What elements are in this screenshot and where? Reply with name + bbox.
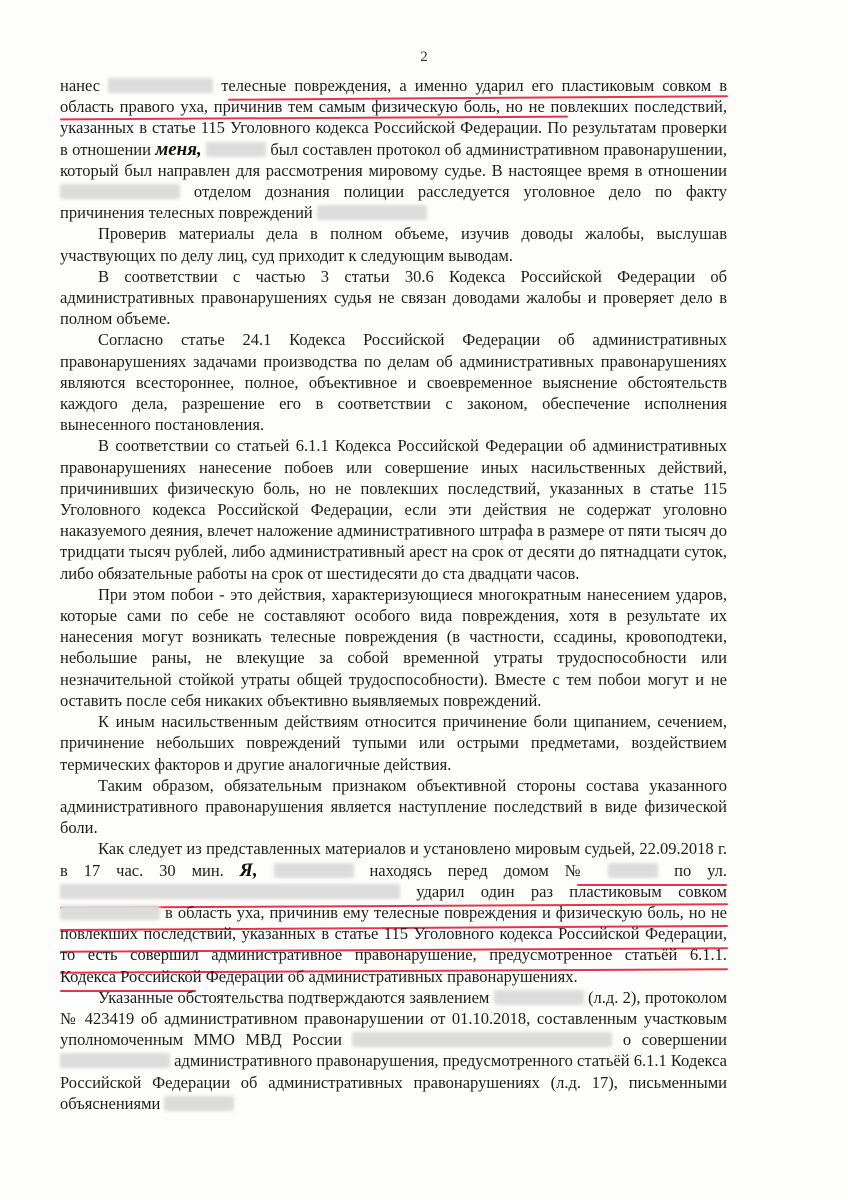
- redacted-block: [317, 205, 427, 220]
- paragraph: В соответствии с частью 3 статьи 30.6 Кодекса Российской Федерации об административных правонарушениях судья не связан доводами жалобы и проверяет дело в полном объеме.: [60, 266, 727, 329]
- paragraph: Согласно статье 24.1 Кодекса Российской Федерации об административных правонарушениях задачами производства по делам об административных правонарушениях являются всестороннее, полное, объективное и своевременное выяснение обстоятельств каждого дела, разрешение его в соответствии с законом, обеспечение исполнения вынесенного постановления.: [60, 330, 727, 435]
- handwritten-insert: меня,: [155, 138, 202, 160]
- redacted-block: [60, 184, 180, 199]
- paragraph: нанес телесные повреждения, а именно ударил его пластиковым совком в область правого уха, причинив тем самым физическую боль, но не повлекших последствий, указанных в статье 115 Уголовного кодекса Российской Федерации. По результатам проверки в отношении меня, был составлен протокол об административном правонарушении, который был направлен для рассмотрения мировому судье. В настоящее время в отношении отделом дознания полиции расследуется уголовное дело по факту причинения телесных повреждений: [60, 76, 728, 223]
- page-number: 2: [420, 49, 428, 65]
- handwritten-insert: Я,: [239, 859, 258, 881]
- redacted-block: [164, 1096, 234, 1111]
- redacted-block: [60, 905, 160, 920]
- paragraph: К иным насильственным действиям относится причинение боли щипанием, сечением, причинение небольших повреждений тупыми или острыми предметами, воздействием термических факторов и другие аналогичные действия.: [60, 712, 727, 774]
- paragraph: В соответствии со статьей 6.1.1 Кодекса Российской Федерации об административных правонарушениях нанесение побоев или совершение иных насильственных действий, причинивших физическую боль, но не повлекших последствий, указанных в статье 115 Уголовного кодекса Российской Федерации, если эти действия не содержат уголовно наказуемого деяния, влечет наложение административного штрафа в размере от пяти тысяч до тридцати тысяч рублей, либо административный арест на срок от десяти до пятнадцати суток, либо обязательные работы на срок от шестидесяти до ста двадцати часов.: [60, 436, 727, 583]
- redacted-block: [60, 884, 400, 899]
- paragraph: Указанные обстоятельства подтверждаются заявлением (л.д. 2), протоколом № 423419 об административном правонарушении от 01.10.2018, составленным участковым уполномоченным ММО МВД России о совершении административного правонарушения, предусмотренного статьёй 6.1.1 Кодекса Российской Федерации об административных правонарушениях (л.д. 17), письменными объяснениями: [60, 987, 728, 1113]
- paragraph: Как следует из представленных материалов и установлено мировым судьей, 22.09.2018 г. в 17 час. 30 мин. Я, находясь перед домом № по ул. ударил один раз пластиковым совком в область уха, причинив ему телесные повреждения и физическую боль, но не повлекших последствий, указанных в статье 115 Уголовного кодекса Российской Федерации, то есть совершил административное правонарушение, предусмотренное статьёй 6.1.1. Кодекса Российской Федерации об административных правонарушениях.: [60, 839, 728, 986]
- document-body: [60, 75, 727, 1114]
- paragraph: Таким образом, обязательным признаком объективной стороны состава указанного административного правонарушения является наступление последствий в виде физической боли.: [60, 775, 727, 838]
- redacted-block: [608, 863, 658, 878]
- redacted-block: [274, 863, 354, 878]
- redacted-block: [60, 1053, 170, 1068]
- paragraph: Проверив материалы дела в полном объеме, изучив доводы жалобы, выслушав участвующих по делу лиц, суд приходит к следующим выводам.: [60, 224, 727, 265]
- redacted-block: [494, 990, 584, 1005]
- redacted-block: [352, 1032, 612, 1047]
- redacted-block: [206, 142, 266, 157]
- redacted-block: [108, 78, 213, 93]
- paragraph: При этом побои - это действия, характеризующиеся многократным нанесением ударов, которые сами по себе не составляют особого вида повреждения, хотя в результате их нанесения могут возникать телесные повреждения (в частности, ссадины, кровоподтеки, небольшие раны, не влекущие за собой временной утраты трудоспособности или незначительной стойкой утраты общей трудоспособности). Вместе с тем побои могут и не оставить после себя никаких объективно выявляемых повреждений.: [60, 584, 727, 710]
